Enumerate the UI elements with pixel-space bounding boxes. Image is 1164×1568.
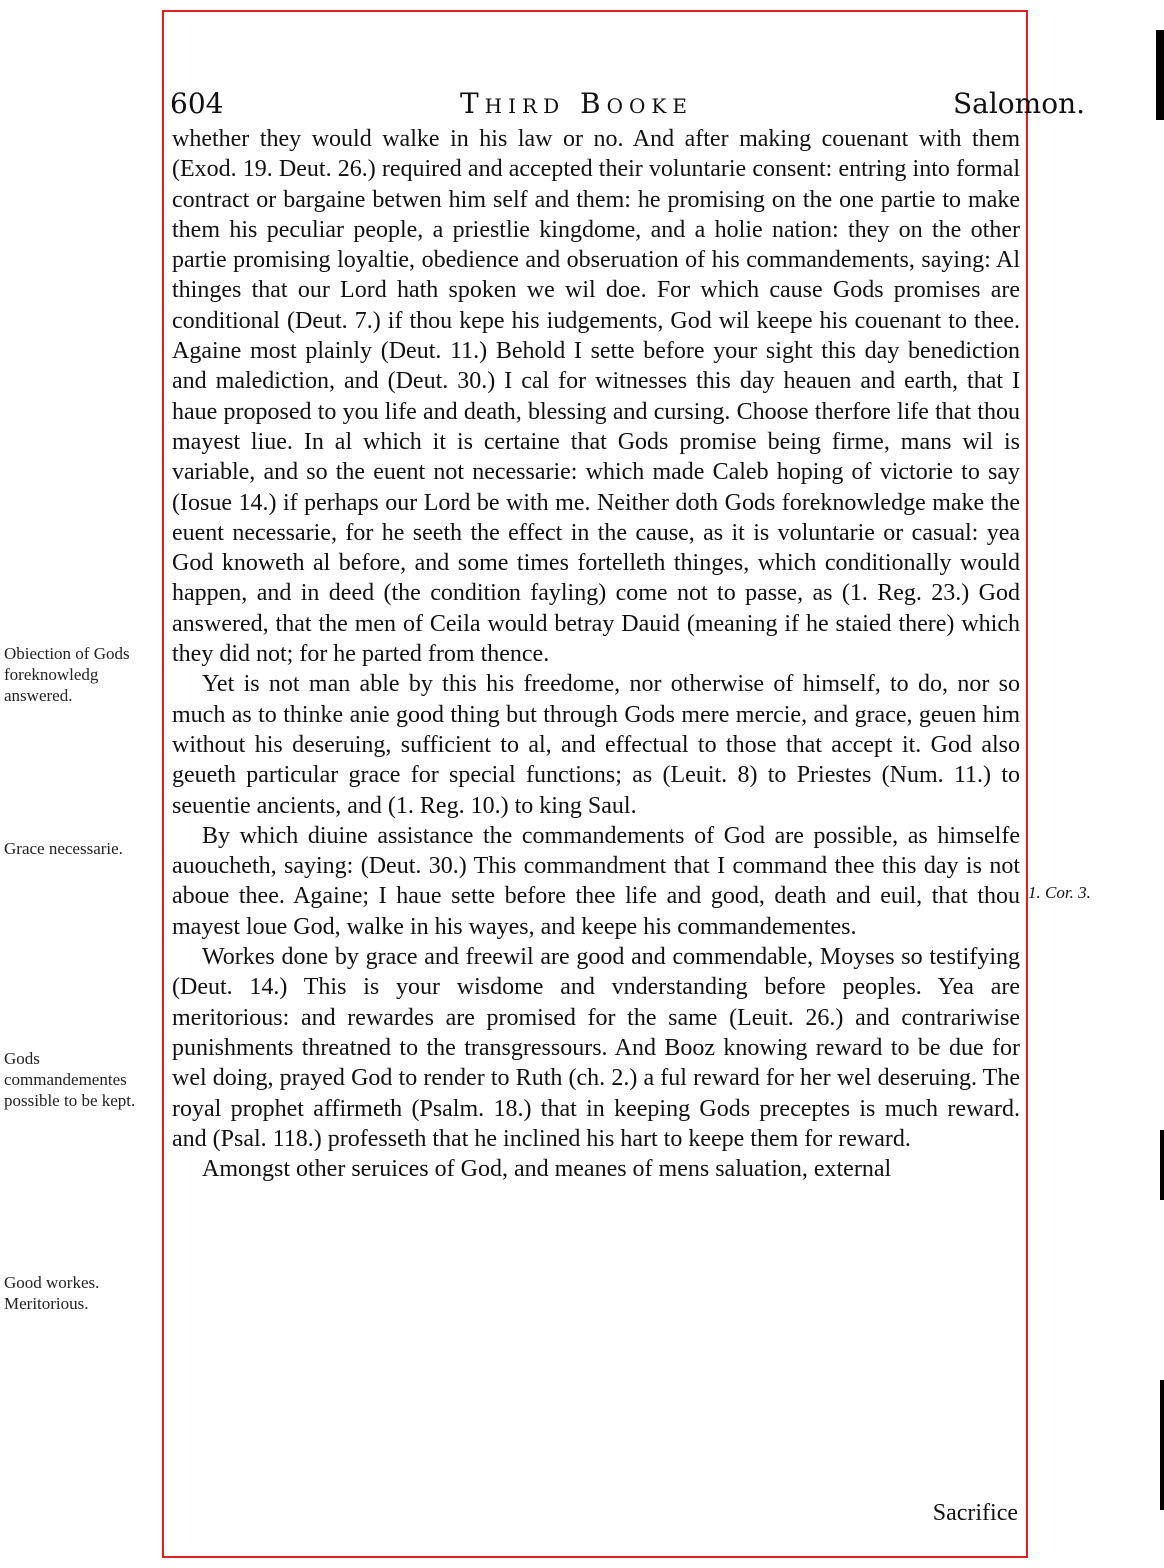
paragraph: Yet is not man able by this his freedome, nor otherwise of himself, to do, nor so much as to thinke anie good thing but through Gods mere mercie, and grace, geuen him without his deseruing, sufficient to al, and effectual to those that accept it. God also geueth particular grace for special functions; as (Leuit. 8) to Priestes (Num. 11.) to seuentie ancients, and (1. Reg. 10.) to king Saul.	[172, 671, 1020, 819]
paragraph: By which diuine assistance the commandements of God are possible, as himselfe auoucheth, saying: (Deut. 30.) This commandment that I command thee this day is not aboue thee. Againe; I haue sette before thee life and good, death and euil, that thou mayest loue God, walke in his wayes, and keepe his commandementes.	[172, 822, 1020, 940]
page-header	[170, 84, 1085, 124]
margin-note: Gods commandementes possible to be kept.	[4, 1049, 136, 1110]
margin-note: Obiection of Gods foreknowledg answered.	[4, 644, 130, 705]
bottom-catchword: Sacrifice	[932, 1500, 1018, 1526]
margin-note: Grace necessarie.	[4, 839, 123, 858]
body-text	[172, 124, 1020, 1184]
right-margin-note: 1. Cor. 3.	[1028, 883, 1091, 902]
header-catchword: Salomon.	[952, 87, 1085, 120]
paragraph: Workes done by grace and freewil are good and commendable, Moyses so testifying (Deut. 14.) This is your wisdome and vnderstanding before peoples. Yea are meritorious: and rewardes are promised for the same (Leuit. 26.) and contrariwise punishments threatned to the transgressours. And Booz knowing reward to be due for wel doing, prayed God to render to Ruth (ch. 2.) a ful reward for her wel deseruing. The royal prophet affirmeth (Psalm. 18.) that in keeping Gods preceptes is much reward. and (Psal. 118.) professeth that he inclined his hart to keepe them for reward.	[172, 944, 1020, 1152]
paragraph: Amongst other seruices of God, and meanes of mens saluation, external	[202, 1156, 892, 1183]
paragraph: whether they would walke in his law or no. And after making couenant with them (Exod. 19. Deut. 26.) required and accepted their voluntarie consent: entring into formal contract or bargaine betwen him self and them: he promising on the one partie to make them his peculiar people, a priestlie kingdome, and a holie nation: they on the other partie promising loyaltie, obedience and obseruation of his commandements, saying: Al thinges that our Lord hath spoken we wil doe. For which cause Gods promises are conditional (Deut. 7.) if thou kepe his iudgements, God wil keepe his couenant to thee. Againe most plainly (Deut. 11.) Behold I sette before your sight this day benediction and malediction, and (Deut. 30.) I cal for witnesses this day heauen and earth, that I haue proposed to you life and death, blessing and cursing. Choose therfore life that thou mayest liue. In al which it is certaine that Gods promise being firme, mans wil is variable, and so the euent not necessarie: which made Caleb hoping of victorie to say (Iosue 14.) if perhaps our Lord be with me. Neither doth Gods foreknowledge make the euent necessarie, for he seeth the effect in the cause, as it is voluntarie or casual: yea God knoweth al before, and some times fortelleth thinges, which conditionally would happen, and in deed (the condition fayling) come not to passe, as (1. Reg. 23.) God answered, that the men of Ceila would betray Dauid (meaning if he staied there) which they did not; for he parted from thence.	[172, 126, 1020, 668]
bleed-mark	[1160, 1380, 1164, 1510]
bleed-mark	[1156, 30, 1164, 120]
bleed-mark	[1160, 1130, 1164, 1200]
running-title: Third Booke	[460, 87, 693, 120]
margin-note: Good workes. Meritorious.	[4, 1273, 100, 1313]
page-number: 604	[170, 87, 224, 120]
